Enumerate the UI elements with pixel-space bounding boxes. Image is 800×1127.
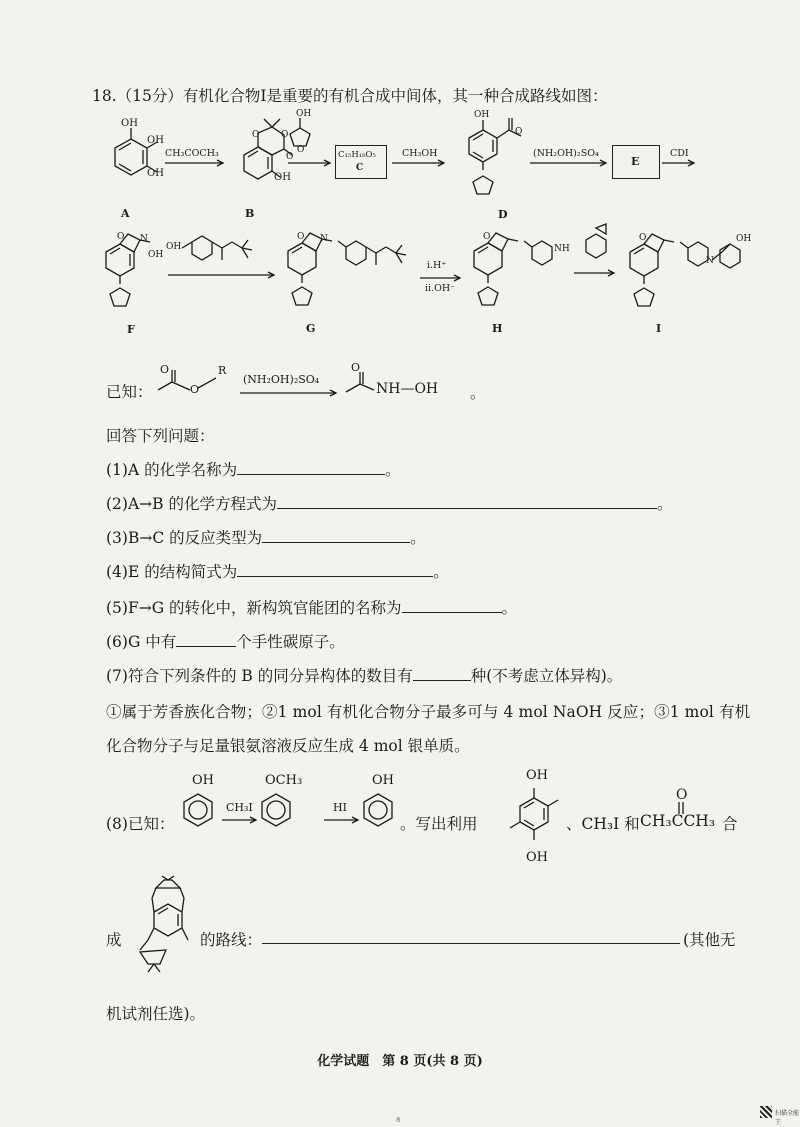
arrow-fg [168, 270, 278, 280]
q8-blank[interactable] [262, 929, 680, 944]
q4 [106, 560, 449, 582]
q8-phenol-2 [358, 788, 398, 838]
q2-blank[interactable] [277, 494, 657, 509]
known-amide-o: O [351, 361, 361, 374]
q5-text: (5)F→G 的转化中，新构筑官能团的名称为 [106, 599, 402, 617]
thf-oh: OH [296, 109, 312, 119]
q8-hq-oh-top: OH [526, 768, 548, 783]
q3-blank[interactable] [262, 528, 410, 543]
q3 [106, 526, 426, 548]
q8-tail-3: 合 [722, 815, 738, 833]
box-c [335, 145, 387, 179]
reagent-gh-1: i.H⁺ [427, 260, 447, 271]
q5-end: 。 [501, 599, 518, 617]
q8-line2-pre: 成 [106, 931, 122, 949]
question-intro: 18.（15分）有机化合物Ⅰ是重要的有机合成中间体，其一种合成路线如图： [92, 87, 608, 105]
reagent-ab: CH₃COCH₃ [165, 148, 219, 159]
reagent-ef: CDI [670, 148, 689, 159]
d-oh: OH [474, 110, 490, 120]
known-product: NH—OH [376, 381, 439, 397]
q8-arrow-1 [222, 815, 260, 825]
q1-blank[interactable] [237, 460, 385, 475]
h-o: O [483, 232, 491, 242]
label-g: G [306, 322, 316, 335]
d-o: O [515, 127, 523, 137]
q8-line3: 机试剂任选)。 [106, 1005, 206, 1023]
q8-hq-oh-bot: OH [526, 850, 548, 865]
q1-text: (1)A 的化学名称为 [106, 461, 238, 479]
label-c: C [356, 163, 364, 173]
q8-phenol2-oh: OH [372, 773, 394, 788]
q8-reagent-1: CH₃I [226, 801, 253, 814]
q8-mid: 。写出利用 [400, 815, 478, 833]
structure-a [95, 118, 165, 198]
known-ester-o1: O [160, 363, 170, 376]
b-o-1: O [252, 130, 260, 140]
structure-f [98, 228, 168, 318]
known-r: R [218, 364, 227, 377]
arrow-bc [288, 158, 333, 168]
h-nh: NH [554, 244, 570, 254]
q8-anisole [256, 788, 296, 838]
q8-tail-2: CH₃CCH₃ [640, 812, 716, 830]
box-e [612, 145, 660, 179]
label-a: A [121, 207, 130, 220]
q4-blank[interactable] [237, 562, 433, 577]
q6-blank[interactable] [176, 632, 236, 647]
q5 [106, 596, 517, 618]
reagent-hi [576, 222, 616, 268]
b-o-2: O [281, 130, 289, 140]
qr-code-icon [760, 1106, 772, 1118]
q7-blank[interactable] [413, 666, 471, 681]
reagent-fg [170, 230, 270, 270]
q6-text: (6)G 中有 [106, 633, 177, 651]
known-ester-o2: O [190, 383, 200, 396]
label-h: H [492, 322, 503, 335]
q7 [106, 664, 622, 686]
structure-d [455, 112, 535, 207]
i-n: N [706, 256, 714, 266]
q7-text: (7)符合下列条件的 B 的同分异构体的数目有 [106, 667, 413, 685]
fg-ho: OH [166, 242, 182, 252]
q2 [106, 492, 672, 514]
known-reagent: (NH₂OH)₂SO₄ [243, 373, 320, 386]
q8-target [118, 876, 198, 991]
q8-hydroquinone [508, 784, 564, 854]
known-prefix: 已知： [106, 383, 153, 401]
reagent-cd: CH₃OH [402, 148, 438, 159]
q4-end: 。 [433, 563, 449, 581]
b-oh: OH [274, 172, 291, 183]
known-arrow [240, 388, 340, 398]
q8-anisole-och3: OCH₃ [265, 773, 303, 788]
g-o: O [297, 232, 305, 242]
i-oh: OH [736, 234, 752, 244]
a-cooh: OH [147, 135, 164, 146]
page-footer: 化学试题 第 8 页(共 8 页) [317, 1054, 483, 1069]
q7-condition-1: ①属于芳香族化合物；②1 mol 有机化合物分子最多可与 4 mol NaOH 反应；③1 mol 有机 [106, 703, 751, 721]
i-o: O [639, 233, 647, 243]
q6 [106, 630, 345, 652]
answer-intro: 回答下列问题： [106, 427, 215, 445]
q6-end: 个手性碳原子。 [236, 633, 345, 651]
label-i: I [656, 322, 662, 335]
a-oh-1: OH [121, 118, 138, 129]
q8-phenol [178, 788, 218, 838]
q2-text: (2)A→B 的化学方程式为 [106, 495, 277, 513]
label-b: B [245, 207, 255, 220]
reagent-de: (NH₂OH)₂SO₄ [533, 148, 599, 159]
thf-o: O [297, 145, 305, 155]
known-end: 。 [470, 384, 486, 402]
q1-end: 。 [385, 461, 401, 479]
q4-text: (4)E 的结构简式为 [106, 563, 238, 581]
q8-arrow-2 [324, 815, 362, 825]
q1 [106, 458, 401, 480]
f-oh: OH [148, 250, 164, 260]
q8-line2-post: (其他无 [683, 931, 736, 949]
q7-end: 种(不考虑立体异构)。 [470, 667, 623, 685]
c-formula: C₁₅H₁₈O₅ [338, 150, 376, 160]
a-oh-2: OH [147, 168, 164, 179]
q3-end: 。 [410, 529, 426, 547]
q8-line2-mid: 的路线： [200, 931, 263, 949]
page-number-small: 8 [396, 1116, 401, 1124]
label-e: E [631, 155, 640, 168]
arrow-gh [420, 273, 464, 283]
arrow-ab [165, 158, 227, 168]
b-o-3: O [286, 152, 294, 162]
scanner-brand: 扫描全能王 [775, 1110, 800, 1126]
q8-prefix: (8)已知： [106, 815, 175, 833]
q2-end: 。 [656, 495, 673, 513]
q7-condition-2: 化合物分子与足量银氨溶液反应生成 4 mol 银单质。 [106, 737, 470, 755]
arrow-ef [662, 158, 698, 168]
q5-blank[interactable] [402, 598, 502, 613]
arrow-hi [574, 268, 618, 278]
label-d: D [498, 208, 508, 221]
reagent-gh-2: ii.OH⁻ [425, 283, 456, 294]
g-n: N [320, 234, 328, 244]
f-n: N [140, 234, 148, 244]
arrow-cd [392, 158, 448, 168]
q8-phenol-oh: OH [192, 773, 214, 788]
q8-acetone-o: O [676, 787, 688, 803]
q8-reagent-2: HI [333, 801, 347, 814]
arrow-de [530, 158, 610, 168]
q3-text: (3)B→C 的反应类型为 [106, 529, 263, 547]
label-f: F [127, 323, 135, 336]
q8-tail-1: 、CH₃I 和 [566, 815, 640, 833]
f-o: O [117, 232, 125, 242]
